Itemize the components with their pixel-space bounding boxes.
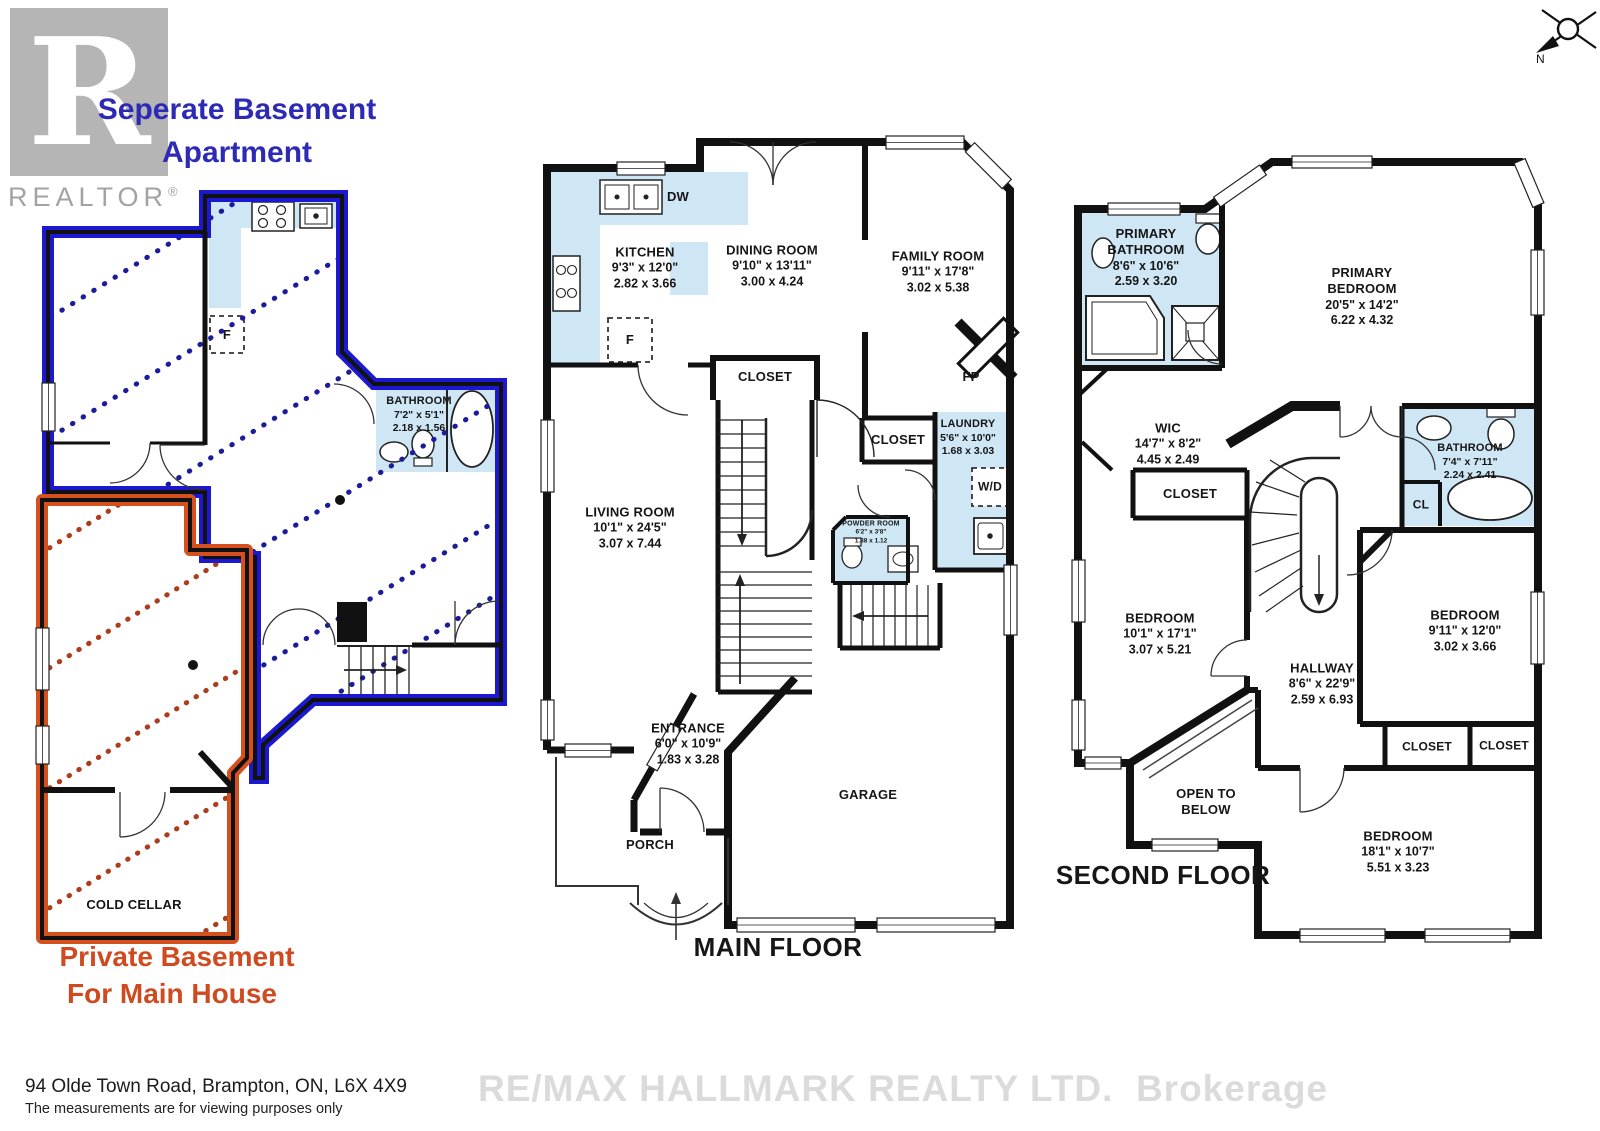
room-label-closet-wic: CLOSET <box>1163 485 1217 501</box>
room-label-entrance: ENTRANCE 6'0" x 10'9" 1.83 x 3.28 <box>651 720 725 767</box>
room-label-bedroom-back: BEDROOM 18'1" x 10'7" 5.51 x 3.23 <box>1361 828 1435 875</box>
realtor-logo-letter: R <box>27 5 151 179</box>
registered-mark: ® <box>168 184 178 199</box>
compass-north-label: N <box>1536 52 1545 66</box>
room-label-cold-cellar: COLD CELLAR <box>86 896 182 912</box>
room-label-dining-room: DINING ROOM 9'10" x 13'11" 3.00 x 4.24 <box>726 242 818 289</box>
room-label-porch: PORCH <box>626 836 674 852</box>
tag-dishwasher: DW <box>666 188 690 204</box>
realtor-logo <box>10 5 168 179</box>
tag-basement-fridge: F <box>222 326 232 342</box>
room-label-basement-bathroom: BATHROOM 7'2" x 5'1" 2.18 x 1.56 <box>386 395 452 434</box>
room-label-powder-room: POWDER ROOM 6'2" x 3'8" 1.88 x 1.12 <box>842 520 900 545</box>
measurement-disclaimer: The measurements are for viewing purposes only <box>25 1101 343 1117</box>
room-label-hallway: HALLWAY 8'6" x 22'9" 2.59 x 6.93 <box>1288 660 1356 707</box>
tag-cl-closet: CL <box>1412 497 1430 512</box>
room-label-kitchen: KITCHEN 9'3" x 12'0" 2.82 x 3.66 <box>611 244 679 291</box>
tag-fireplace: FP <box>962 368 980 384</box>
brokerage-watermark: RE/MAX HALLMARK REALTY LTD. Brokerage <box>478 1068 1328 1109</box>
basement-apartment-title-line2: Apartment <box>161 136 313 169</box>
room-label-closet-upper: CLOSET <box>738 368 792 384</box>
room-label-closet-a: CLOSET <box>1402 739 1452 754</box>
room-label-garage: GARAGE <box>838 786 898 802</box>
basement-apartment-title-line1: Seperate Basement <box>97 93 377 126</box>
room-label-closet-hall: CLOSET <box>871 431 925 447</box>
room-label-closet-b: CLOSET <box>1479 738 1529 753</box>
room-label-primary-bathroom: PRIMARY BATHROOM 8'6" x 10'6" 2.59 x 3.20 <box>1107 226 1185 289</box>
room-label-living-room: LIVING ROOM 10'1" x 24'5" 3.07 x 7.44 <box>585 504 675 551</box>
main-floor-title: MAIN FLOOR <box>693 931 863 962</box>
room-label-bedroom-right: BEDROOM 9'11" x 12'0" 3.02 x 3.66 <box>1428 607 1502 654</box>
private-basement-title-line1: Private Basement <box>59 941 295 972</box>
tag-washer-dryer: W/D <box>978 479 1002 494</box>
room-label-wic: WIC 14'7" x 8'2" 4.45 x 2.49 <box>1134 420 1202 467</box>
compass-icon <box>1536 10 1596 53</box>
room-label-family-room: FAMILY ROOM 9'11" x 17'8" 3.02 x 5.38 <box>891 248 985 295</box>
private-basement-title-line2: For Main House <box>66 978 278 1009</box>
room-label-second-bathroom: BATHROOM 7'4" x 7'11" 2.24 x 2.41 <box>1437 442 1503 481</box>
realtor-wordmark: REALTOR® <box>8 182 178 212</box>
room-label-bedroom-left: BEDROOM 10'1" x 17'1" 3.07 x 5.21 <box>1123 610 1197 657</box>
second-floor-title: SECOND FLOOR <box>1055 859 1271 890</box>
room-label-laundry: LAUNDRY 5'6" x 10'0" 1.68 x 3.03 <box>940 418 996 457</box>
room-label-open-to-below: OPEN TO BELOW <box>1176 785 1236 817</box>
property-address: 94 Olde Town Road, Brampton, ON, L6X 4X9 <box>25 1076 407 1097</box>
room-label-primary-bedroom: PRIMARY BEDROOM 20'5" x 14'2" 6.22 x 4.32 <box>1325 265 1399 328</box>
tag-main-fridge: F <box>625 331 635 347</box>
